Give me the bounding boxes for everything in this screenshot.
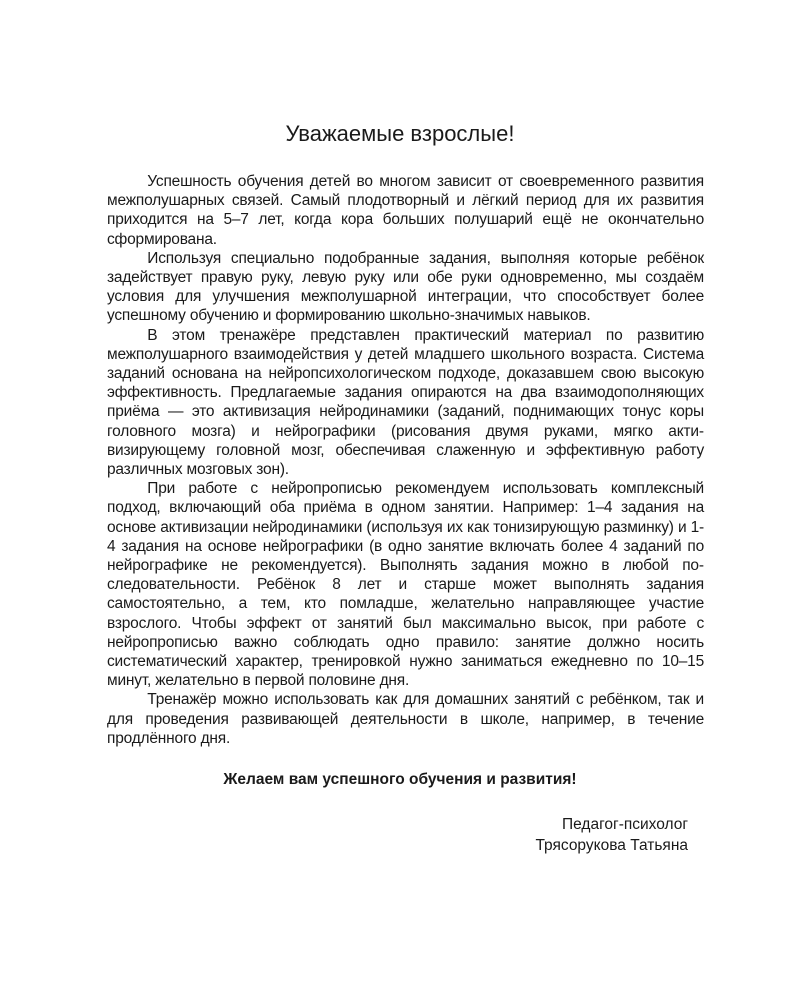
page-title: Уважаемые взрослые! bbox=[285, 121, 515, 146]
paragraph: Используя специально подобранные задания, выполняя которые ребёнок задействует правую руку, левую руку или обе руки одновременно, мы создаём условия для улучшения межполушарной интеграции, что способствует более успешному обучению и формированию школьно-значимых навыков. bbox=[107, 249, 704, 325]
paragraph: Тренажёр можно использовать как для домашних занятий с ребёнком, так и для проведения развивающей деятельности в школе, например, в течение продлённого дня. bbox=[107, 691, 704, 747]
paragraph: При работе с нейропрописью рекомендуем использовать комплексный подход, включающий оба приёма в одном занятии. Например: 1–4 задания на основе активизации нейродинамики (используя их как тонизирующую разминку) и 1-4 задания на основе нейрографики (в одно занятие включать более 4 заданий по нейрографике не рекомендуется). Выполнять задания можно в любой последовательности. Ребёнок 8 лет и старше может выполнять задания самостоятельно, а тем, кто помладше, желательно направляющее участие взрослого. Чтобы эффект от занятий был максимально высок, при работе с нейропрописью важно соблюдать одно правило: занятие должно носить систематический характер, тренировкой нужно заниматься ежедневно по 10–15 минут, желательно в первой половине дня. bbox=[107, 480, 704, 690]
body-text bbox=[107, 172, 704, 748]
signature-role: Педагог-психолог bbox=[562, 816, 688, 833]
closing-wish: Желаем вам успешного обучения и развития! bbox=[223, 771, 577, 788]
signature bbox=[535, 814, 688, 856]
paragraph: Успешность обучения детей во многом зависит от своевременного развития межполушарных связей. Самый плодотворный и лёгкий период для их развития приходится на 5–7 лет, когда кора больших полушарий ещё не окончательно сформирована. bbox=[107, 173, 704, 248]
paragraph: В этом тренажёре представлен практический материал по развитию межполушарного взаимодействия у детей младшего школьного возраста. Система заданий основана на нейропсихологическом подходе, доказавшем свою высокую эффективность. Предлагаемые задания опираются на два взаимодополняющих приёма — это активизация нейродинамики (заданий, поднимающих тонус коры головного мозга) и нейрографики (рисования двумя руками, мягко активизирующему головной мозг, обеспечивая слаженную и эффективную работу различных мозговых зон). bbox=[107, 326, 704, 479]
signature-name: Трясорукова Татьяна bbox=[535, 837, 688, 854]
